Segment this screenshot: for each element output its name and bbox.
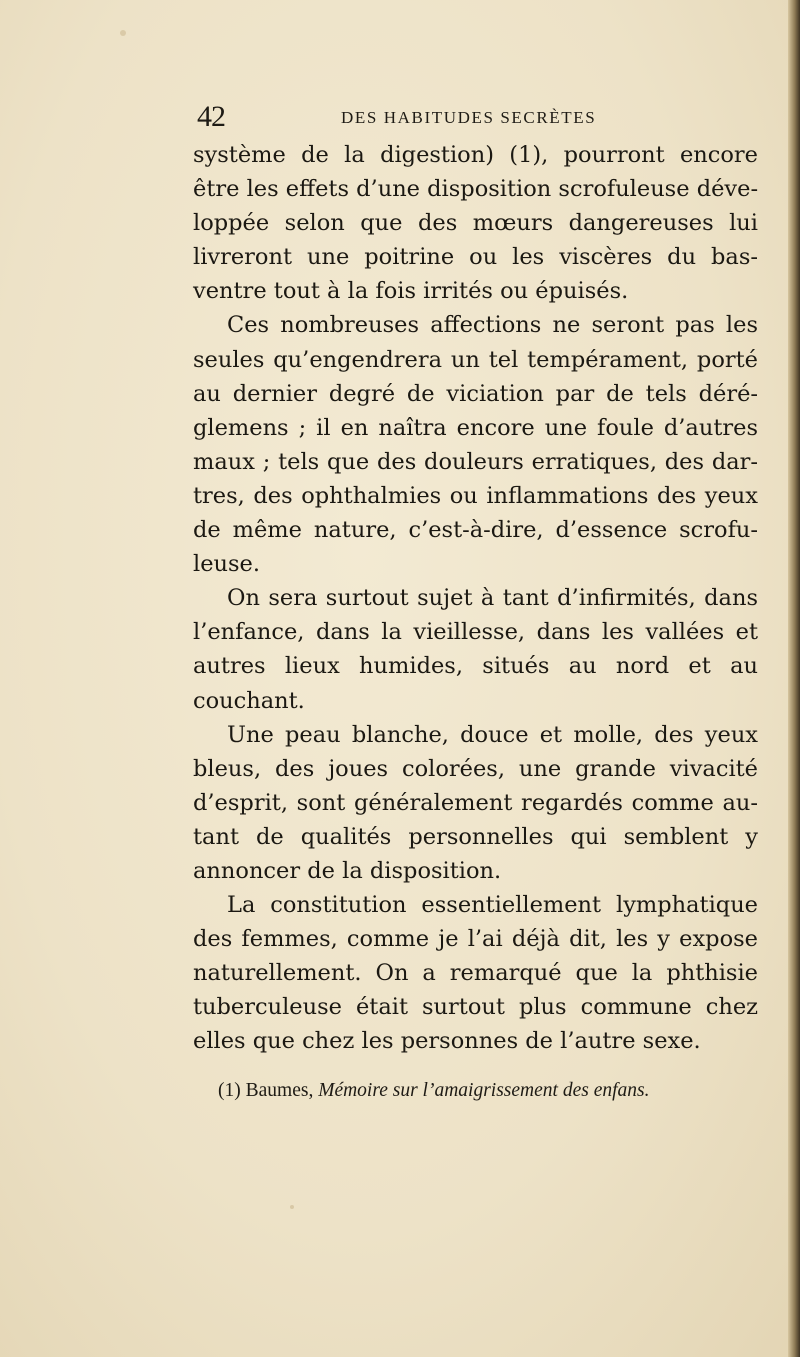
- text-line: glemens ; il en naîtra encore une foule d’autres: [193, 414, 758, 441]
- text-line: des femmes, comme je l’ai déjà dit, les y expose: [193, 926, 758, 953]
- text-line: l’enfance, dans la vieillesse, dans les vallées et: [193, 619, 758, 646]
- text-line: au dernier degré de viciation par de tels déré-: [193, 380, 758, 407]
- paper-spot: [290, 1205, 294, 1209]
- text-line: autres lieux humides, situés au nord et au: [193, 653, 758, 680]
- text-line: couchant.: [193, 687, 305, 714]
- text-line: tuberculeuse était surtout plus commune chez: [193, 994, 758, 1021]
- text-line: elles que chez les personnes de l’autre sexe.: [193, 1028, 701, 1055]
- text-line: naturellement. On a remarqué que la phthisie: [193, 960, 758, 987]
- footnote: [218, 1080, 649, 1102]
- text-line: tant de qualités personnelles qui semblent y: [193, 823, 758, 850]
- page-number: 42: [197, 100, 225, 133]
- text-line: annoncer de la disposition.: [193, 857, 502, 884]
- text-line: de même nature, c’est-à-dire, d’essence scrofu-: [193, 517, 758, 544]
- paragraph-first-line: Ces nombreuses affections ne seront pas les: [227, 312, 758, 339]
- text-line: leuse.: [193, 551, 261, 578]
- text-line: bleus, des joues colorées, une grande vivacité: [193, 755, 758, 782]
- paragraph-first-line: On sera surtout sujet à tant d’infirmités, dans: [227, 585, 758, 612]
- text-line: tres, des ophthalmies ou inflammations des yeux: [193, 482, 758, 509]
- running-title: DES HABITUDES SECRÈTES: [341, 108, 597, 127]
- footnote-author: Baumes,: [245, 1080, 314, 1101]
- text-line: loppée selon que des mœurs dangereuses lui: [193, 210, 758, 237]
- body-text: [193, 138, 758, 1059]
- footnote-marker: (1): [218, 1080, 241, 1101]
- text-line: seules qu’engendrera un tel tempérament, porté: [193, 346, 758, 373]
- text-line: être les effets d’une disposition scrofuleuse déve-: [193, 176, 759, 203]
- text-line: système de la digestion) (1), pourront encore: [193, 142, 758, 168]
- text-line: livreront une poitrine ou les viscères du bas-: [193, 244, 758, 271]
- paragraph-first-line: Une peau blanche, douce et molle, des yeux: [227, 721, 758, 748]
- page-header: [195, 100, 760, 136]
- text-line: d’esprit, sont généralement regardés comme au-: [193, 789, 758, 816]
- text-line: maux ; tels que des douleurs erratiques, des dar-: [193, 448, 758, 475]
- page-edge: [788, 0, 800, 1357]
- footnote-title: Mémoire sur l’amaigrissement des enfans.: [318, 1080, 650, 1101]
- paper-spot: [120, 30, 126, 36]
- text-line: ventre tout à la fois irrités ou épuisés.: [193, 278, 629, 305]
- paragraph-first-line: La constitution essentiellement lymphatique: [227, 892, 758, 919]
